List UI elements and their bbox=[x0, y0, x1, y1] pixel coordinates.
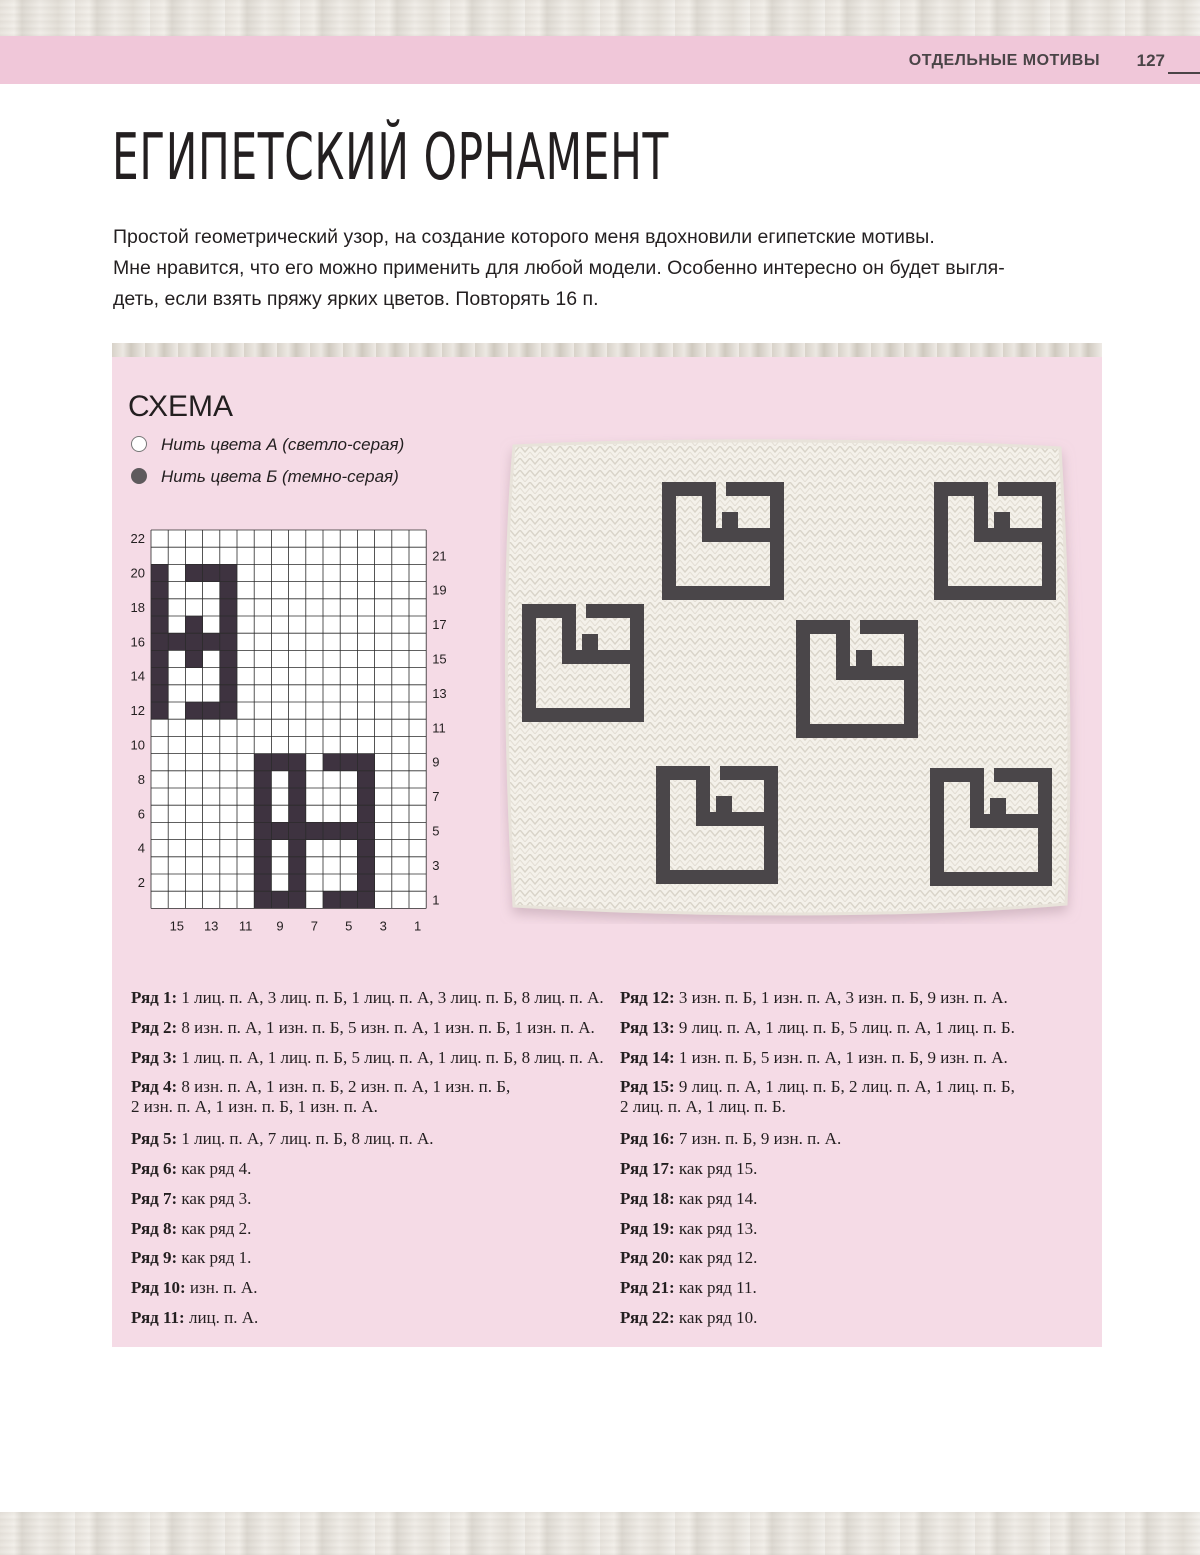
row-label: Ряд 12: bbox=[620, 988, 675, 1007]
chart-filled-cell bbox=[289, 822, 306, 839]
row-instruction bbox=[131, 1072, 601, 1118]
row-text: как ряд 2. bbox=[181, 1218, 252, 1238]
chart-filled-cell bbox=[357, 771, 374, 788]
row-instruction bbox=[131, 1214, 601, 1244]
legend-label: Нить цвета А (светло-серая) bbox=[161, 435, 405, 454]
row-label: Ряд 1: bbox=[131, 988, 178, 1007]
row-label: Ряд 13: bbox=[620, 1017, 675, 1037]
row-instruction bbox=[620, 1243, 1090, 1273]
chart-filled-cell bbox=[151, 599, 168, 616]
chart-tick-label: 15 bbox=[169, 918, 185, 934]
row-instruction bbox=[620, 983, 1090, 1013]
chart-tick-label: 11 bbox=[432, 720, 446, 736]
chart-filled-cell bbox=[254, 857, 271, 874]
chart-filled-cell bbox=[151, 685, 168, 702]
row-instruction bbox=[620, 1154, 1090, 1184]
row-label: Ряд 21: bbox=[620, 1278, 675, 1298]
chart-tick-label: 7 bbox=[310, 918, 319, 934]
chart-filled-cell bbox=[289, 857, 306, 874]
chart-tick-label: 21 bbox=[432, 548, 447, 564]
row-instruction bbox=[131, 1303, 601, 1333]
schema-heading: СХЕМА bbox=[128, 390, 233, 423]
chart-tick-label: 13 bbox=[432, 685, 447, 701]
row-text-continued: 2 изн. п. А, 1 изн. п. Б, 1 изн. п. А. bbox=[131, 1097, 378, 1117]
chart-tick-label: 20 bbox=[130, 565, 145, 581]
motif-stitch-block bbox=[522, 604, 536, 722]
chart-filled-cell bbox=[254, 788, 271, 805]
row-text: как ряд 1. bbox=[181, 1248, 252, 1268]
chart-filled-cell bbox=[323, 822, 340, 839]
row-instruction bbox=[131, 1243, 601, 1273]
chart-tick-label: 9 bbox=[276, 918, 284, 934]
chart-tick-label: 6 bbox=[137, 806, 145, 822]
row-instruction bbox=[131, 1013, 601, 1043]
chart-tick-label: 5 bbox=[432, 823, 440, 839]
chart-filled-cell bbox=[357, 754, 374, 771]
chart-tick-label: 13 bbox=[203, 918, 219, 934]
chart-filled-cell bbox=[340, 822, 357, 839]
row-text: как ряд 11. bbox=[678, 1278, 757, 1298]
row-instruction bbox=[131, 1184, 601, 1214]
row-instructions-right bbox=[620, 983, 1090, 1333]
intro-line: Мне нравится, что его можно применить для любой модели. Особенно интересно он будет выгля- bbox=[113, 257, 1005, 279]
row-text: лиц. п. А. bbox=[188, 1307, 259, 1327]
header-rule bbox=[1168, 72, 1200, 74]
running-header-section: ОТДЕЛЬНЫЕ МОТИВЫ bbox=[908, 52, 1100, 69]
chart-filled-cell bbox=[220, 650, 237, 667]
row-instruction bbox=[131, 1124, 601, 1154]
chart-filled-cell bbox=[289, 754, 306, 771]
chart-filled-cell bbox=[151, 702, 168, 719]
chart-tick-label: 4 bbox=[137, 840, 145, 856]
motif-stitch-block bbox=[836, 666, 918, 680]
chart-filled-cell bbox=[185, 702, 202, 719]
chart-filled-cell bbox=[220, 685, 237, 702]
row-label: Ряд 8: bbox=[131, 1218, 178, 1238]
row-label: Ряд 11: bbox=[131, 1307, 185, 1327]
motif-stitch-block bbox=[662, 482, 676, 600]
chart-filled-cell bbox=[357, 840, 374, 857]
legend-label: Нить цвета Б (темно-серая) bbox=[161, 467, 399, 486]
row-instruction bbox=[131, 983, 604, 1013]
row-instruction bbox=[620, 1124, 1090, 1154]
motif-stitch-block bbox=[696, 812, 778, 826]
row-label: Ряд 7: bbox=[131, 1188, 178, 1208]
chart-tick-label: 5 bbox=[345, 918, 353, 934]
chart-filled-cell bbox=[254, 840, 271, 857]
chart-filled-cell bbox=[151, 564, 168, 581]
row-instruction bbox=[620, 1072, 1090, 1118]
chart-filled-cell bbox=[185, 633, 202, 650]
legend-color-a bbox=[131, 435, 404, 455]
row-text: 9 лиц. п. А, 1 лиц. п. Б, 2 лиц. п. А, 1 лиц. п. Б, bbox=[678, 1077, 1015, 1097]
row-label: Ряд 9: bbox=[131, 1248, 178, 1268]
motif-stitch-block bbox=[522, 708, 644, 722]
chart-tick-label: 22 bbox=[130, 531, 145, 547]
row-label: Ряд 22: bbox=[620, 1307, 675, 1327]
chart-filled-cell bbox=[289, 874, 306, 891]
wood-texture-bottom bbox=[0, 1512, 1200, 1555]
chart-tick-label: 9 bbox=[432, 754, 440, 770]
chart-tick-label: 16 bbox=[130, 634, 145, 650]
chart-filled-cell bbox=[220, 702, 237, 719]
chart-filled-cell bbox=[340, 754, 357, 771]
wood-texture-top bbox=[0, 0, 1200, 36]
row-text: 8 изн. п. А, 1 изн. п. Б, 5 изн. п. А, 1 изн. п. Б, 1 изн. п. А. bbox=[181, 1017, 595, 1037]
row-instruction bbox=[620, 1184, 1090, 1214]
page-title: ЕГИПЕТСКИЙ ОРНАМЕНТ bbox=[112, 121, 670, 195]
motif-stitch-block bbox=[582, 634, 598, 654]
row-text: как ряд 3. bbox=[181, 1188, 252, 1208]
row-text: как ряд 15. bbox=[678, 1158, 758, 1178]
row-text: как ряд 12. bbox=[678, 1248, 758, 1268]
row-label: Ряд 20: bbox=[620, 1248, 675, 1268]
chart-filled-cell bbox=[151, 650, 168, 667]
intro-line: Простой геометрический узор, на создание которого меня вдохновили египетские мотивы. bbox=[113, 226, 935, 248]
chart-filled-cell bbox=[289, 840, 306, 857]
chart-filled-cell bbox=[185, 650, 202, 667]
row-label: Ряд 2: bbox=[131, 1017, 178, 1037]
chart-filled-cell bbox=[168, 633, 185, 650]
row-instruction bbox=[620, 1214, 1090, 1244]
chart-filled-cell bbox=[254, 805, 271, 822]
chart-filled-cell bbox=[357, 857, 374, 874]
chart-filled-cell bbox=[254, 891, 271, 908]
row-text: 1 лиц. п. А, 3 лиц. п. Б, 1 лиц. п. А, 3 лиц. п. Б, 8 лиц. п. А. bbox=[181, 988, 604, 1007]
chart-filled-cell bbox=[271, 754, 288, 771]
row-label: Ряд 4: bbox=[131, 1077, 178, 1097]
row-instruction bbox=[131, 1273, 601, 1303]
chart-filled-cell bbox=[220, 633, 237, 650]
knitting-chart bbox=[118, 525, 458, 935]
chart-filled-cell bbox=[220, 582, 237, 599]
chart-tick-label: 3 bbox=[432, 857, 440, 873]
row-label: Ряд 16: bbox=[620, 1129, 675, 1149]
row-text: как ряд 4. bbox=[181, 1158, 252, 1178]
motif-stitch-block bbox=[994, 512, 1010, 532]
chart-filled-cell bbox=[323, 754, 340, 771]
chart-filled-cell bbox=[220, 599, 237, 616]
chart-tick-label: 7 bbox=[432, 789, 440, 805]
motif-stitch-block bbox=[722, 512, 738, 532]
legend-color-b bbox=[131, 467, 399, 487]
chart-tick-label: 17 bbox=[432, 617, 447, 633]
chart-filled-cell bbox=[340, 891, 357, 908]
chart-tick-label: 8 bbox=[137, 771, 145, 787]
intro-paragraph bbox=[113, 222, 1093, 315]
motif-stitch-block bbox=[990, 798, 1006, 818]
chart-tick-label: 10 bbox=[130, 737, 145, 753]
row-label: Ряд 18: bbox=[620, 1188, 675, 1208]
chart-filled-cell bbox=[220, 616, 237, 633]
motif-stitch-block bbox=[662, 586, 784, 600]
chart-filled-cell bbox=[357, 805, 374, 822]
row-instruction bbox=[620, 1043, 1090, 1073]
row-text: изн. п. А. bbox=[189, 1278, 258, 1298]
chart-filled-cell bbox=[323, 891, 340, 908]
chart-tick-label: 12 bbox=[130, 703, 145, 719]
motif-stitch-block bbox=[796, 724, 918, 738]
row-instruction bbox=[620, 1013, 1090, 1043]
row-text: 1 лиц. п. А, 7 лиц. п. Б, 8 лиц. п. А. bbox=[181, 1129, 434, 1149]
row-text-continued: 2 лиц. п. А, 1 лиц. п. Б. bbox=[620, 1097, 786, 1117]
chart-tick-label: 18 bbox=[130, 599, 145, 615]
chart-tick-label: 2 bbox=[137, 875, 145, 891]
chart-tick-label: 19 bbox=[432, 582, 447, 598]
intro-line: деть, если взять пряжу ярких цветов. Повторять 16 п. bbox=[113, 288, 599, 310]
chart-filled-cell bbox=[289, 771, 306, 788]
chart-filled-cell bbox=[289, 891, 306, 908]
chart-filled-cell bbox=[185, 564, 202, 581]
panel-wood-strip bbox=[112, 343, 1102, 357]
chart-filled-cell bbox=[203, 564, 220, 581]
chart-filled-cell bbox=[151, 668, 168, 685]
row-text: как ряд 10. bbox=[678, 1307, 758, 1327]
row-label: Ряд 17: bbox=[620, 1158, 675, 1178]
chart-filled-cell bbox=[306, 822, 323, 839]
chart-filled-cell bbox=[254, 874, 271, 891]
row-text: 9 лиц. п. А, 1 лиц. п. Б, 5 лиц. п. А, 1 лиц. п. Б. bbox=[678, 1017, 1015, 1037]
chart-filled-cell bbox=[185, 616, 202, 633]
motif-stitch-block bbox=[934, 482, 948, 600]
chart-filled-cell bbox=[151, 633, 168, 650]
row-text: как ряд 14. bbox=[678, 1188, 758, 1208]
row-instruction bbox=[131, 1043, 604, 1073]
chart-filled-cell bbox=[220, 564, 237, 581]
motif-stitch-block bbox=[930, 872, 1052, 886]
chart-tick-label: 3 bbox=[379, 918, 387, 934]
motif-stitch-block bbox=[702, 528, 784, 542]
chart-filled-cell bbox=[220, 668, 237, 685]
chart-tick-label: 1 bbox=[432, 892, 440, 908]
chart-filled-cell bbox=[357, 891, 374, 908]
motif-stitch-block bbox=[796, 620, 810, 738]
chart-filled-cell bbox=[203, 702, 220, 719]
chart-filled-cell bbox=[289, 805, 306, 822]
chart-filled-cell bbox=[254, 771, 271, 788]
motif-stitch-block bbox=[656, 766, 670, 884]
motif-stitch-block bbox=[656, 870, 778, 884]
row-text: 1 изн. п. Б, 5 изн. п. А, 1 изн. п. Б, 9 изн. п. А. bbox=[678, 1047, 1008, 1067]
row-label: Ряд 10: bbox=[131, 1278, 186, 1298]
chart-filled-cell bbox=[357, 822, 374, 839]
page-number: 127 bbox=[1136, 51, 1165, 70]
row-label: Ряд 19: bbox=[620, 1218, 675, 1238]
chart-tick-label: 14 bbox=[130, 668, 145, 684]
row-text: 7 изн. п. Б, 9 изн. п. А. bbox=[678, 1129, 842, 1149]
row-instruction bbox=[131, 1154, 601, 1184]
chart-filled-cell bbox=[254, 754, 271, 771]
row-text: как ряд 13. bbox=[678, 1218, 758, 1238]
chart-filled-cell bbox=[289, 788, 306, 805]
row-text: 8 изн. п. А, 1 изн. п. Б, 2 изн. п. А, 1 изн. п. Б, bbox=[181, 1077, 511, 1097]
chart-tick-label: 15 bbox=[432, 651, 447, 667]
row-label: Ряд 3: bbox=[131, 1047, 178, 1067]
row-label: Ряд 5: bbox=[131, 1129, 178, 1149]
row-instruction bbox=[620, 1273, 1090, 1303]
motif-stitch-block bbox=[856, 650, 872, 670]
chart-filled-cell bbox=[203, 633, 220, 650]
light-circle-icon bbox=[131, 436, 147, 452]
motif-stitch-block bbox=[970, 814, 1052, 828]
row-text: 1 лиц. п. А, 1 лиц. п. Б, 5 лиц. п. А, 1 лиц. п. Б, 8 лиц. п. А. bbox=[181, 1047, 604, 1067]
row-label: Ряд 14: bbox=[620, 1047, 675, 1067]
chart-tick-label: 11 bbox=[238, 918, 253, 934]
row-instructions-left bbox=[131, 983, 604, 1333]
chart-filled-cell bbox=[271, 822, 288, 839]
chart-filled-cell bbox=[254, 822, 271, 839]
motif-stitch-block bbox=[974, 528, 1056, 542]
row-instruction bbox=[620, 1303, 1090, 1333]
motif-stitch-block bbox=[562, 650, 644, 664]
row-text: 3 изн. п. Б, 1 изн. п. А, 3 изн. п. Б, 9 изн. п. А. bbox=[678, 988, 1008, 1007]
motif-stitch-block bbox=[934, 586, 1056, 600]
dark-circle-icon bbox=[131, 468, 147, 484]
chart-filled-cell bbox=[357, 874, 374, 891]
motif-stitch-block bbox=[930, 768, 944, 886]
row-label: Ряд 6: bbox=[131, 1158, 178, 1178]
chart-tick-label: 1 bbox=[413, 918, 422, 934]
chart-filled-cell bbox=[151, 616, 168, 633]
motif-stitch-block bbox=[716, 796, 732, 816]
chart-filled-cell bbox=[151, 582, 168, 599]
knitted-swatch-photo bbox=[500, 434, 1090, 924]
chart-filled-cell bbox=[357, 788, 374, 805]
chart-filled-cell bbox=[271, 891, 288, 908]
row-label: Ряд 15: bbox=[620, 1077, 675, 1097]
